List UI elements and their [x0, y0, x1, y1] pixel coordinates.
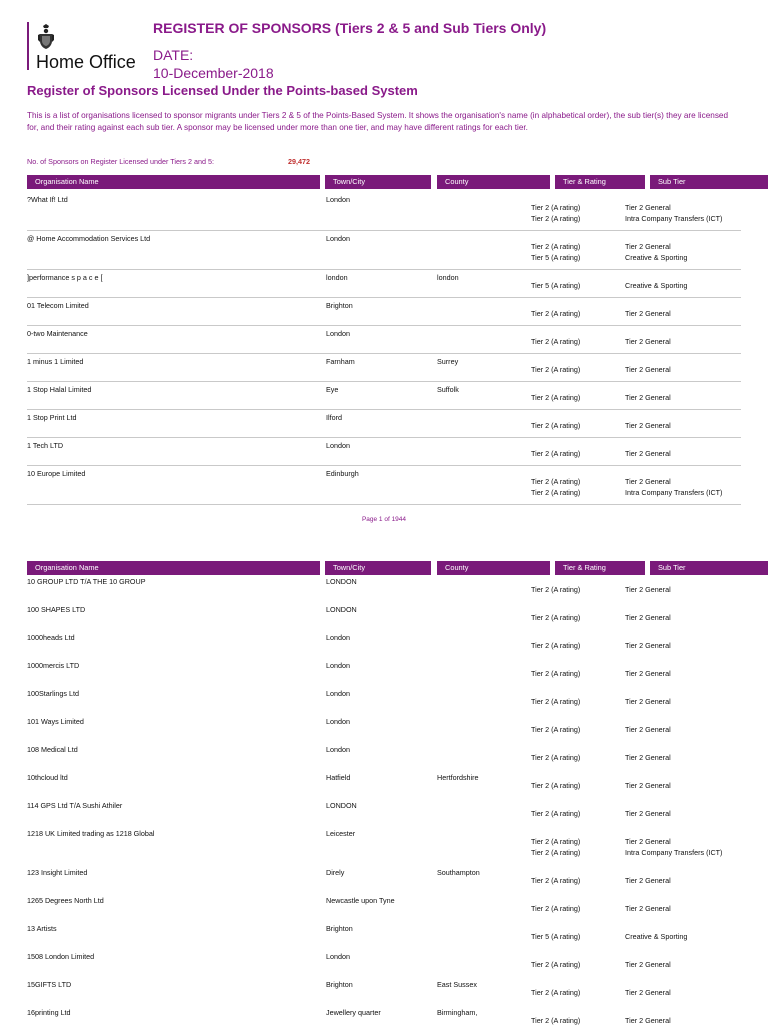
table-row	[27, 714, 741, 742]
column-header-sub-tier: Sub Tier	[650, 175, 768, 189]
page-footer: Page 1 of 1944	[361, 516, 407, 523]
sub-tier: Tier 2 General	[625, 1016, 671, 1025]
sub-tier: Tier 2 General	[625, 781, 671, 790]
table-header	[27, 175, 741, 189]
table-row	[27, 410, 741, 438]
county: Surrey	[437, 357, 459, 366]
sub-tier: Intra Company Transfers (ICT)	[625, 488, 723, 497]
home-office-logo-text: Home Office	[36, 52, 136, 72]
sub-tier: Creative & Sporting	[625, 932, 688, 941]
town-city: London	[326, 234, 350, 243]
county: london	[437, 273, 459, 282]
town-city: London	[326, 661, 350, 670]
table-row	[27, 770, 741, 798]
tier-rating: Tier 2 (A rating)	[531, 669, 581, 678]
tier-rating: Tier 2 (A rating)	[531, 837, 581, 846]
town-city: Hatfield	[326, 773, 351, 782]
organisation-name: 100Starlings Ltd	[27, 689, 79, 698]
tier-rating: Tier 2 (A rating)	[531, 988, 581, 997]
organisation-name: 1265 Degrees North Ltd	[27, 896, 104, 905]
town-city: London	[326, 689, 350, 698]
sponsor-count-value: 29,472	[288, 157, 310, 166]
town-city: London	[326, 952, 350, 961]
town-city: LONDON	[326, 605, 357, 614]
town-city: Direly	[326, 868, 345, 877]
tier-rating: Tier 2 (A rating)	[531, 421, 581, 430]
page-subtitle: Register of Sponsors Licensed Under the Points-based System	[27, 83, 418, 98]
tier-rating: Tier 2 (A rating)	[531, 613, 581, 622]
tier-rating: Tier 2 (A rating)	[531, 725, 581, 734]
organisation-name: 1000mercis LTD	[27, 661, 80, 670]
sub-tier: Tier 2 General	[625, 203, 671, 212]
organisation-name: 13 Artists	[27, 924, 57, 933]
sub-tier: Tier 2 General	[625, 904, 671, 913]
sub-tier: Tier 2 General	[625, 449, 671, 458]
tier-rating: Tier 2 (A rating)	[531, 393, 581, 402]
town-city: Farnham	[326, 357, 355, 366]
sub-tier: Tier 2 General	[625, 309, 671, 318]
town-city: London	[326, 329, 350, 338]
table-row	[27, 893, 741, 921]
tier-rating: Tier 2 (A rating)	[531, 309, 581, 318]
logo-accent-bar	[27, 22, 29, 70]
table-row	[27, 466, 741, 505]
county: East Sussex	[437, 980, 477, 989]
organisation-name: 1 minus 1 Limited	[27, 357, 84, 366]
organisation-name: 1508 London Limited	[27, 952, 95, 961]
tier-rating: Tier 2 (A rating)	[531, 753, 581, 762]
organisation-name: 10thcloud ltd	[27, 773, 68, 782]
sub-tier: Tier 2 General	[625, 837, 671, 846]
sub-tier: Tier 2 General	[625, 477, 671, 486]
column-header-town: Town/City	[325, 175, 431, 189]
county: Hertfordshire	[437, 773, 479, 782]
county: Birmingham,	[437, 1008, 478, 1017]
table-row	[27, 686, 741, 714]
tier-rating: Tier 2 (A rating)	[531, 449, 581, 458]
town-city: Jewellery quarter	[326, 1008, 381, 1017]
tier-rating: Tier 2 (A rating)	[531, 365, 581, 374]
sub-tier: Tier 2 General	[625, 393, 671, 402]
column-header-county: County	[437, 175, 550, 189]
sub-tier: Tier 2 General	[625, 988, 671, 997]
table-row	[27, 977, 741, 1005]
organisation-name: 1 Stop Print Ltd	[27, 413, 77, 422]
town-city: London	[326, 633, 350, 642]
tier-rating: Tier 2 (A rating)	[531, 960, 581, 969]
table-header	[27, 561, 741, 575]
column-header-county: County	[437, 561, 550, 575]
royal-crest-icon	[37, 24, 55, 50]
tier-rating: Tier 2 (A rating)	[531, 203, 581, 212]
tier-rating: Tier 2 (A rating)	[531, 876, 581, 885]
tier-rating: Tier 2 (A rating)	[531, 337, 581, 346]
sub-tier: Tier 2 General	[625, 697, 671, 706]
tier-rating: Tier 2 (A rating)	[531, 488, 581, 497]
tier-rating: Tier 2 (A rating)	[531, 848, 581, 857]
sub-tier: Intra Company Transfers (ICT)	[625, 848, 723, 857]
organisation-name: 108 Medical Ltd	[27, 745, 78, 754]
tier-rating: Tier 2 (A rating)	[531, 809, 581, 818]
town-city: Leicester	[326, 829, 356, 838]
town-city: Brighton	[326, 301, 353, 310]
column-header-tier-rating: Tier & Rating	[555, 175, 645, 189]
table-row	[27, 574, 741, 602]
table-row	[27, 438, 741, 466]
table-row	[27, 865, 741, 893]
table-row	[27, 798, 741, 826]
tier-rating: Tier 5 (A rating)	[531, 253, 581, 262]
organisation-name: @ Home Accommodation Services Ltd	[27, 234, 151, 243]
tier-rating: Tier 2 (A rating)	[531, 781, 581, 790]
date-value: 10-December-2018	[153, 65, 274, 81]
town-city: London	[326, 195, 350, 204]
organisation-name: 1 Tech LTD	[27, 441, 64, 450]
sub-tier: Creative & Sporting	[625, 253, 688, 262]
table-row	[27, 602, 741, 630]
sub-tier: Tier 2 General	[625, 365, 671, 374]
town-city: Edinburgh	[326, 469, 359, 478]
table-row	[27, 630, 741, 658]
county: Suffolk	[437, 385, 459, 394]
sub-tier: Tier 2 General	[625, 876, 671, 885]
tier-rating: Tier 2 (A rating)	[531, 1016, 581, 1025]
sub-tier: Tier 2 General	[625, 809, 671, 818]
sub-tier: Tier 2 General	[625, 669, 671, 678]
tier-rating: Tier 5 (A rating)	[531, 932, 581, 941]
sub-tier: Tier 2 General	[625, 641, 671, 650]
table-row	[27, 658, 741, 686]
tier-rating: Tier 2 (A rating)	[531, 214, 581, 223]
table-row	[27, 1005, 741, 1033]
sub-tier: Tier 2 General	[625, 725, 671, 734]
town-city: Brighton	[326, 980, 353, 989]
organisation-name: 10 Europe Limited	[27, 469, 86, 478]
organisation-name: 114 GPS Ltd T/A Sushi Athiler	[27, 801, 123, 810]
town-city: Eye	[326, 385, 339, 394]
date-label: DATE:	[153, 47, 194, 63]
page-title: REGISTER OF SPONSORS (Tiers 2 & 5 and Sub Tiers Only)	[153, 20, 547, 36]
table-row	[27, 192, 741, 231]
organisation-name: 1 Stop Halal Limited	[27, 385, 92, 394]
table-row	[27, 270, 741, 298]
column-header-organisation: Organisation Name	[27, 561, 320, 575]
organisation-name: 0-two Maintenance	[27, 329, 88, 338]
tier-rating: Tier 2 (A rating)	[531, 585, 581, 594]
sub-tier: Tier 2 General	[625, 242, 671, 251]
tier-rating: Tier 5 (A rating)	[531, 281, 581, 290]
organisation-name: 101 Ways Limited	[27, 717, 84, 726]
sub-tier: Tier 2 General	[625, 585, 671, 594]
tier-rating: Tier 2 (A rating)	[531, 641, 581, 650]
sub-tier: Tier 2 General	[625, 613, 671, 622]
sub-tier: Creative & Sporting	[625, 281, 688, 290]
table-row	[27, 921, 741, 949]
town-city: London	[326, 745, 350, 754]
tier-rating: Tier 2 (A rating)	[531, 904, 581, 913]
column-header-tier-rating: Tier & Rating	[555, 561, 645, 575]
tier-rating: Tier 2 (A rating)	[531, 242, 581, 251]
organisation-name: ?What If! Ltd	[27, 195, 68, 204]
table-row	[27, 742, 741, 770]
column-header-town: Town/City	[325, 561, 431, 575]
organisation-name: ]performance s p a c e [	[27, 273, 103, 282]
table-row	[27, 826, 741, 865]
town-city: Ilford	[326, 413, 342, 422]
table-row	[27, 949, 741, 977]
intro-paragraph: This is a list of organisations licensed to sponsor migrants under Tiers 2 & 5 of the Points-Based System. It shows the organisation's name (in alphabetical order), the sub tier(s) they are licensed for, and their rating against each sub tier. A sponsor may be licensed under more than one tier, and may have different ratings for each tier.	[27, 111, 729, 132]
column-header-organisation: Organisation Name	[27, 175, 320, 189]
sponsor-count-label: No. of Sponsors on Register Licensed under Tiers 2 and 5:	[27, 157, 214, 166]
organisation-name: 16printing Ltd	[27, 1008, 71, 1017]
sub-tier: Tier 2 General	[625, 337, 671, 346]
table-row	[27, 326, 741, 354]
town-city: LONDON	[326, 577, 357, 586]
county: Southampton	[437, 868, 480, 877]
sub-tier: Tier 2 General	[625, 960, 671, 969]
town-city: Brighton	[326, 924, 353, 933]
table-row	[27, 231, 741, 270]
table-row	[27, 382, 741, 410]
organisation-name: 1218 UK Limited trading as 1218 Global	[27, 829, 155, 838]
organisation-name: 123 Insight Limited	[27, 868, 88, 877]
organisation-name: 1000heads Ltd	[27, 633, 75, 642]
tier-rating: Tier 2 (A rating)	[531, 477, 581, 486]
town-city: london	[326, 273, 348, 282]
sub-tier: Tier 2 General	[625, 753, 671, 762]
town-city: London	[326, 441, 350, 450]
sub-tier: Intra Company Transfers (ICT)	[625, 214, 723, 223]
town-city: LONDON	[326, 801, 357, 810]
row-divider	[27, 504, 741, 505]
organisation-name: 10 GROUP LTD T/A THE 10 GROUP	[27, 577, 146, 586]
table-row	[27, 298, 741, 326]
column-header-sub-tier: Sub Tier	[650, 561, 768, 575]
organisation-name: 01 Telecom Limited	[27, 301, 89, 310]
tier-rating: Tier 2 (A rating)	[531, 697, 581, 706]
organisation-name: 15GIFTS LTD	[27, 980, 72, 989]
organisation-name: 100 SHAPES LTD	[27, 605, 86, 614]
town-city: Newcastle upon Tyne	[326, 896, 395, 905]
sub-tier: Tier 2 General	[625, 421, 671, 430]
town-city: London	[326, 717, 350, 726]
table-row	[27, 354, 741, 382]
